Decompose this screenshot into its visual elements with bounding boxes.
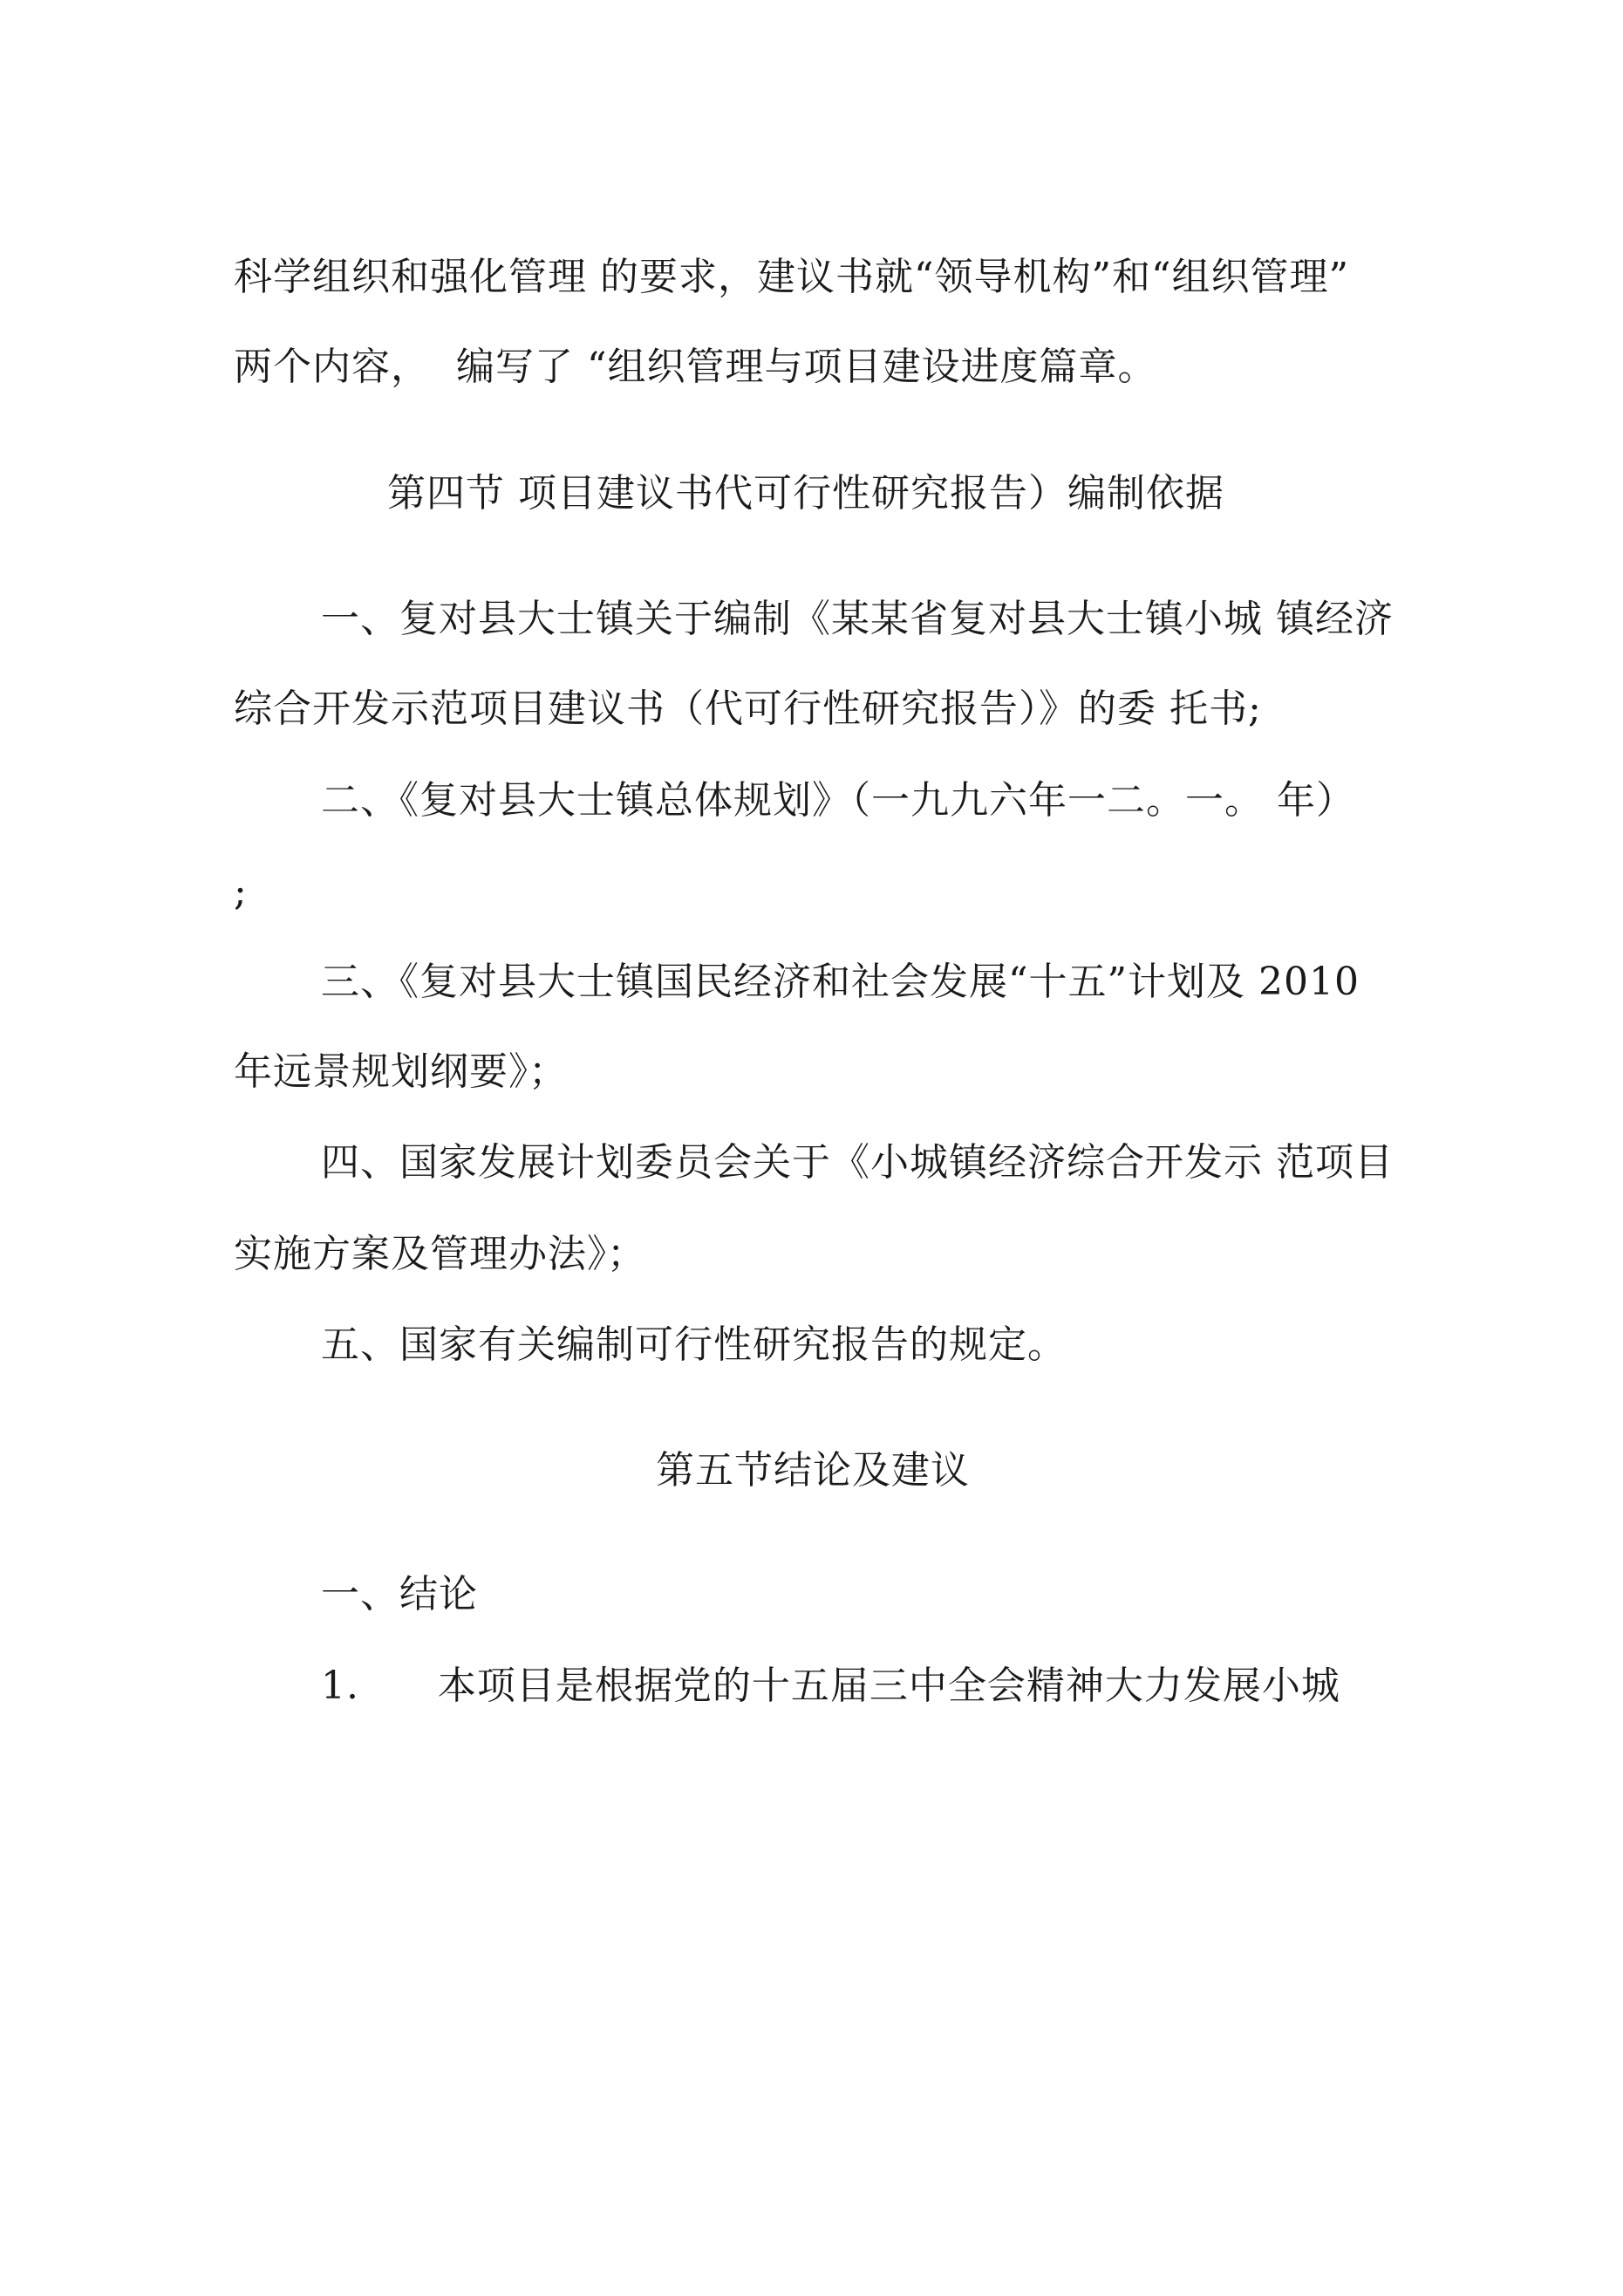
section-4-item-2-line-1: 二、《复对县大士镇总体规划》（一九九六年一二。一。 年）	[321, 778, 1355, 823]
intro-paragraph-line-2: 两个内容， 编写了 “组织管理与项目建设进度篇章。	[234, 345, 1157, 389]
section-5-point-1: 1. 本项目是根据党的十五届三中全会精神大力发展小城	[321, 1664, 1340, 1708]
section-4-item-1-line-2: 综合开发示范项目建议书（代可行性研究报告）》的委 托书;	[234, 687, 1262, 731]
section-4-item-1-line-1: 一、复对县大士镇关于编制《某某省复对县大士镇小城 镇经济	[321, 597, 1394, 641]
section-4-item-4-line-2: 实施方案及管理办法》；	[234, 1232, 646, 1276]
section-4-item-2-line-2: ;	[234, 870, 248, 914]
intro-paragraph-line-1: 科学组织和强化管理 的要求，建议书就“领导机构”和“组织管理”	[234, 255, 1349, 299]
section-4-heading: 第四节 项目建议书代可行性研究报告）编制依据	[387, 471, 1224, 516]
section-4-item-5: 五、国家有关编制可行性研究报告的规定。	[321, 1322, 1067, 1367]
section-4-item-4-line-1: 四、国家发展计划委员会关于《小城镇经济综合开发示 范项目	[321, 1140, 1394, 1185]
section-4-item-3-line-2: 年远景规划纲要》；	[234, 1049, 568, 1094]
section-5-subheading: 一、结论	[321, 1572, 478, 1616]
section-4-item-3-line-1: 三、《复对县大士镇国民经济和社会发展“十五”计划及 2010	[321, 960, 1360, 1004]
section-5-heading: 第五节结论及建议	[656, 1448, 970, 1493]
